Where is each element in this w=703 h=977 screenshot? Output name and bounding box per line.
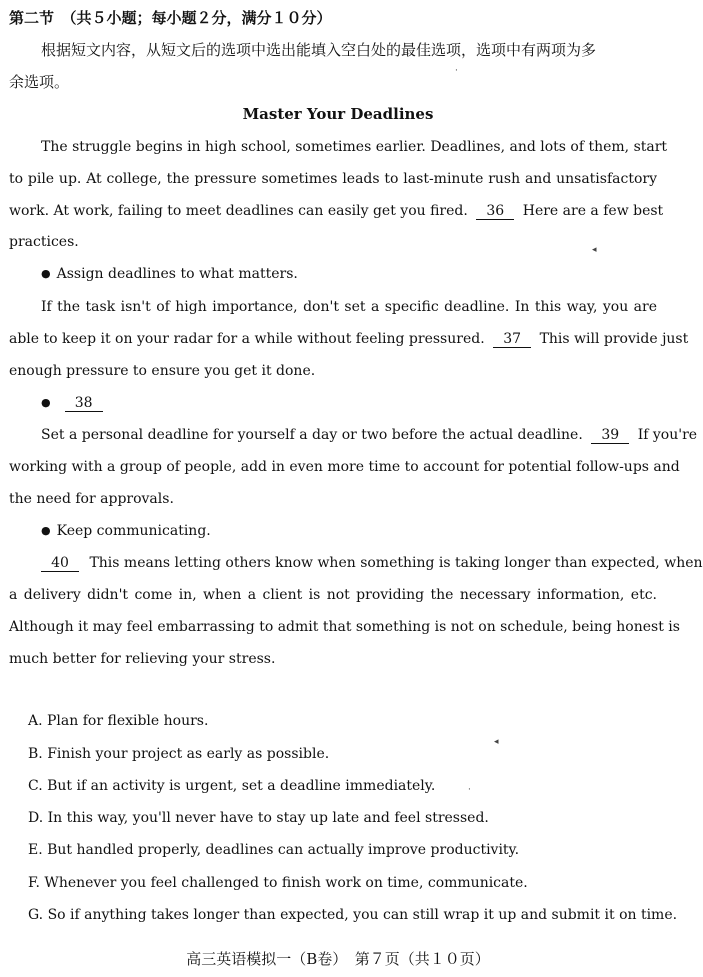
blank-39: 39 (591, 428, 629, 444)
option-g: G. So if anything takes longer than expected, you can still wrap it up and submit it on time. (28, 907, 678, 923)
subheading-1 (41, 265, 298, 284)
section-heading: 第二节 （共５小题；每小题２分，满分１０分） (9, 9, 332, 27)
paragraph-1-line-2: to pile up. At college, the pressure sometimes leads to last-minute rush and unsatisfactory (9, 171, 657, 187)
option-b: B. Finish your project as early as possible. (28, 746, 330, 762)
paragraph-2-line-2-text-a: able to keep it on your radar for a while without feeling pressured. (9, 331, 485, 347)
paragraph-2-line-1: If the task isn't of high importance, don't set a specific deadline. In this way, you are (41, 299, 657, 315)
blank-36: 36 (476, 204, 514, 220)
scan-speck: · (455, 66, 458, 76)
paragraph-3-line-1-text-a: Set a personal deadline for yourself a day or two before the actual deadline. (41, 427, 583, 443)
paragraph-3-line-3: the need for approvals. (9, 491, 174, 507)
paragraph-4-line-1 (41, 554, 703, 572)
subheading-3-text: Keep communicating. (56, 523, 211, 539)
subheading-3 (41, 522, 211, 541)
paragraph-1-line-3-text-b: Here are a few best (522, 203, 664, 219)
blank-40: 40 (41, 556, 79, 572)
blank-37: 37 (493, 332, 531, 348)
paragraph-2-line-2-text-b: This will provide just (539, 331, 689, 347)
option-a: A. Plan for flexible hours. (28, 713, 209, 729)
subheading-2 (41, 394, 103, 413)
paragraph-1-line-3 (9, 202, 663, 220)
page-footer: 高三英语模拟一（B卷） 第７页（共１０页） (186, 950, 490, 968)
scan-speck: ◂ (494, 737, 499, 747)
paragraph-1-line-3-text-a: work. At work, failing to meet deadlines can easily get you fired. (9, 203, 468, 219)
paragraph-3-line-1-text-b: If you're (637, 427, 698, 443)
blank-38: 38 (65, 396, 103, 412)
bullet-icon: ● (41, 524, 51, 537)
paragraph-2-line-2 (9, 330, 688, 348)
paragraph-1-line-1: The struggle begins in high school, sometimes earlier. Deadlines, and lots of them, start (41, 139, 668, 155)
paragraph-4-line-4: much better for relieving your stress. (9, 651, 276, 667)
paragraph-2-line-3: enough pressure to ensure you get it done. (9, 363, 316, 379)
bullet-icon: ● (41, 267, 51, 280)
paragraph-1-line-4: practices. (9, 234, 79, 250)
passage-title: Master Your Deadlines (242, 105, 434, 123)
subheading-1-text: Assign deadlines to what matters. (56, 266, 298, 282)
option-e: E. But handled properly, deadlines can actually improve productivity. (28, 842, 520, 858)
bullet-icon: ● (41, 396, 51, 409)
paragraph-4-line-1-text: This means letting others know when something is taking longer than expected, when (89, 555, 703, 571)
scan-speck: ◂ (592, 245, 597, 255)
scan-speck: · (468, 785, 471, 795)
option-c: C. But if an activity is urgent, set a deadline immediately. (28, 778, 436, 794)
instruction-line-1: 根据短文内容，从短文后的选项中选出能填入空白处的最佳选项，选项中有两项为多 (41, 41, 597, 59)
paragraph-4-line-2: a delivery didn't come in, when a client is not providing the necessary information, etc. (9, 587, 657, 603)
paragraph-3-line-1 (41, 426, 697, 444)
option-f: F. Whenever you feel challenged to finish work on time, communicate. (28, 875, 528, 891)
paragraph-4-line-3: Although it may feel embarrassing to admit that something is not on schedule, being honest is (9, 619, 680, 635)
option-d: D. In this way, you'll never have to stay up late and feel stressed. (28, 810, 489, 826)
paragraph-3-line-2: working with a group of people, add in even more time to account for potential follow-ups and (9, 459, 680, 475)
instruction-line-2: 余选项。 (9, 73, 70, 91)
